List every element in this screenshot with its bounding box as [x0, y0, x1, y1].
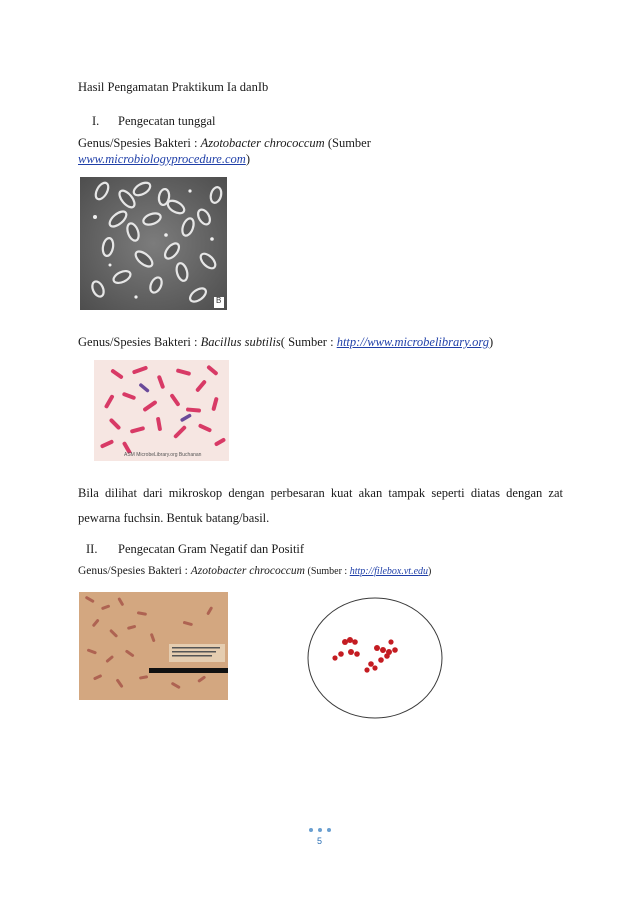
entry-3-line — [78, 563, 431, 580]
azotobacter-micrograph — [80, 177, 227, 310]
entry-3-close: ) — [428, 566, 432, 577]
section-1-title: Pengecatan tunggal — [118, 114, 216, 128]
gram-stain-micrograph — [79, 592, 228, 700]
dot-icon — [327, 828, 331, 832]
entry-1-link[interactable]: www.microbiologyprocedure.com — [78, 152, 246, 166]
dot-icon — [318, 828, 322, 832]
description-paragraph: Bila dilihat dari mikroskop dengan perbesaran kuat akan tampak seperti diatas dengan zat pewarna fuchsin. Bentuk batang/basil. — [78, 486, 563, 525]
gram-positive-circle — [305, 596, 445, 720]
section-1-numeral: I. — [92, 114, 100, 128]
page-heading: Hasil Pengamatan Praktikum Ia danIb — [78, 80, 269, 94]
entry-3-species: Azotobacter chrococcum — [190, 565, 305, 577]
section-2-numeral: II. — [86, 542, 98, 556]
entry-1-line — [78, 135, 371, 151]
entry-2-source: ( Sumber : — [280, 335, 337, 349]
entry-2-close: ) — [489, 335, 494, 349]
page-number: 5 — [317, 836, 323, 846]
entry-1-link-line — [78, 151, 250, 167]
entry-1-source: (Sumber — [324, 136, 371, 150]
entry-2-line — [78, 334, 493, 350]
entry-3-prefix: Genus/Spesies Bakteri : — [78, 565, 191, 577]
page-dots — [309, 828, 333, 834]
image-2-caption: ASM MicrobeLibrary.org Buchanan — [124, 452, 202, 458]
dot-icon — [309, 828, 313, 832]
entry-1-close: ) — [245, 152, 250, 166]
entry-2-species: Bacillus subtilis — [200, 335, 281, 349]
section-2-title: Pengecatan Gram Negatif dan Positif — [118, 542, 305, 556]
bacillus-micrograph — [94, 360, 229, 461]
entry-3-link[interactable]: http://filebox.vt.edu — [349, 566, 429, 577]
entry-2-link[interactable]: http://www.microbelibrary.org — [336, 335, 490, 349]
entry-2-prefix: Genus/Spesies Bakteri : — [78, 335, 201, 349]
entry-3-source: (Sumber : — [304, 566, 350, 577]
entry-1-species: Azotobacter chrococcum — [200, 136, 325, 150]
image-1-label: B — [216, 296, 222, 305]
entry-1-prefix: Genus/Spesies Bakteri : — [78, 136, 201, 150]
